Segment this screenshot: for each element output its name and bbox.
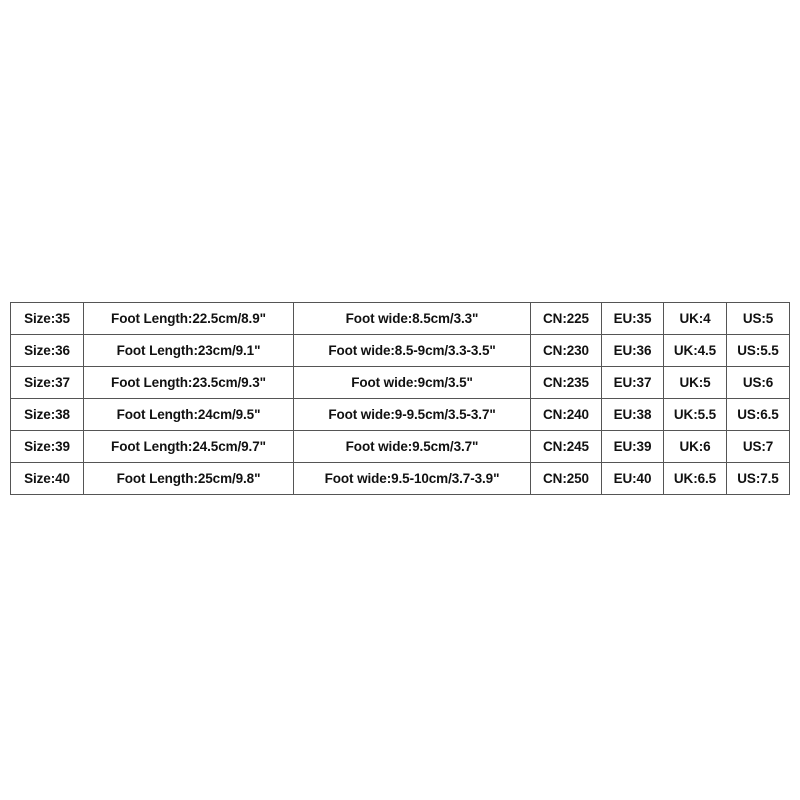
table-row [11,303,790,335]
foot-wide-cell: Foot wide:8.5-9cm/3.3-3.5" [294,335,531,367]
size-cell: Size:36 [11,335,84,367]
cn-size-cell: CN:235 [531,367,602,399]
foot-length-cell: Foot Length:22.5cm/8.9" [84,303,294,335]
table-row [11,463,790,495]
cn-size-cell: CN:245 [531,431,602,463]
uk-size-cell: UK:6.5 [664,463,727,495]
foot-wide-cell: Foot wide:8.5cm/3.3" [294,303,531,335]
uk-size-cell: UK:5.5 [664,399,727,431]
uk-size-cell: UK:6 [664,431,727,463]
table-row [11,335,790,367]
eu-size-cell: EU:38 [602,399,664,431]
cn-size-cell: CN:240 [531,399,602,431]
size-cell: Size:40 [11,463,84,495]
uk-size-cell: UK:5 [664,367,727,399]
eu-size-cell: EU:40 [602,463,664,495]
size-cell: Size:39 [11,431,84,463]
us-size-cell: US:7.5 [727,463,790,495]
foot-length-cell: Foot Length:23cm/9.1" [84,335,294,367]
table-row [11,367,790,399]
us-size-cell: US:5.5 [727,335,790,367]
foot-wide-cell: Foot wide:9.5cm/3.7" [294,431,531,463]
cn-size-cell: CN:230 [531,335,602,367]
size-chart-table [10,302,790,495]
foot-wide-cell: Foot wide:9.5-10cm/3.7-3.9" [294,463,531,495]
size-cell: Size:35 [11,303,84,335]
foot-length-cell: Foot Length:24cm/9.5" [84,399,294,431]
foot-length-cell: Foot Length:23.5cm/9.3" [84,367,294,399]
us-size-cell: US:5 [727,303,790,335]
eu-size-cell: EU:35 [602,303,664,335]
foot-wide-cell: Foot wide:9cm/3.5" [294,367,531,399]
uk-size-cell: UK:4.5 [664,335,727,367]
size-cell: Size:37 [11,367,84,399]
table-row [11,399,790,431]
cn-size-cell: CN:225 [531,303,602,335]
us-size-cell: US:6.5 [727,399,790,431]
eu-size-cell: EU:37 [602,367,664,399]
table-row [11,431,790,463]
cn-size-cell: CN:250 [531,463,602,495]
eu-size-cell: EU:39 [602,431,664,463]
us-size-cell: US:6 [727,367,790,399]
uk-size-cell: UK:4 [664,303,727,335]
size-cell: Size:38 [11,399,84,431]
eu-size-cell: EU:36 [602,335,664,367]
foot-wide-cell: Foot wide:9-9.5cm/3.5-3.7" [294,399,531,431]
foot-length-cell: Foot Length:25cm/9.8" [84,463,294,495]
foot-length-cell: Foot Length:24.5cm/9.7" [84,431,294,463]
us-size-cell: US:7 [727,431,790,463]
